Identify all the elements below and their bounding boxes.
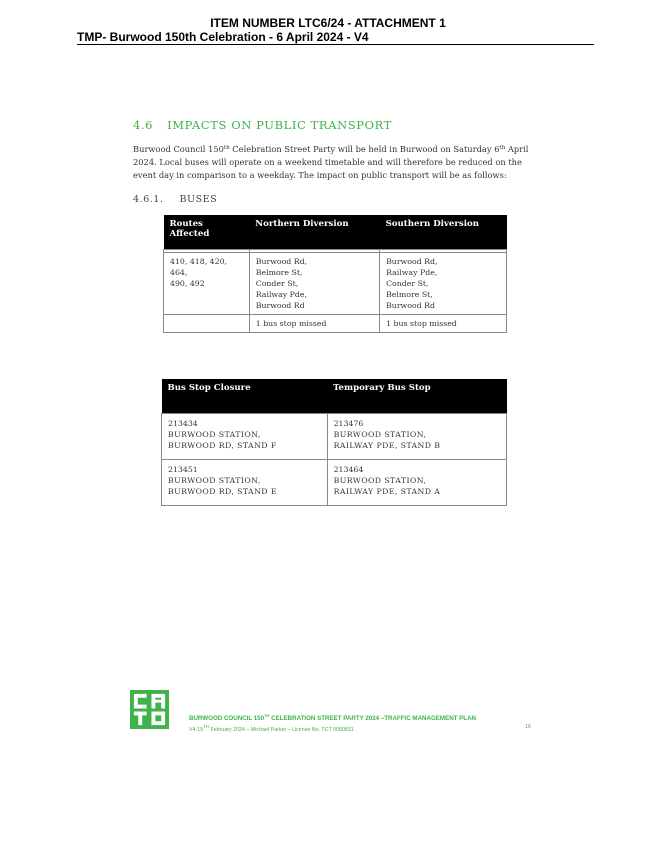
street-line: Burwood Rd, — [386, 257, 438, 266]
footer-version — [189, 724, 354, 733]
para-sup-1: th — [223, 145, 230, 151]
para-text-2: Celebration Street Party will be held in Burwood on Saturday 6 — [229, 144, 500, 154]
footer-title-sup: TH — [264, 713, 270, 718]
footer-title-text: BURWOOD COUNCIL 150 — [189, 715, 265, 723]
footer-version-text: V4-15 — [189, 726, 204, 733]
table-row — [164, 253, 507, 315]
footer-title — [189, 713, 476, 722]
header-divider — [77, 44, 594, 45]
stop-line: BURWOOD STATION, — [168, 476, 261, 485]
subsection-heading — [133, 194, 217, 205]
col-header-routes: Routes Affected — [164, 215, 250, 250]
footer-title-text: CELEBRATION STREET PARTY 2024 –TRAFFIC MANAGEMENT PLAN — [269, 715, 477, 723]
section-paragraph — [133, 143, 533, 182]
para-text-1: Burwood Council 150 — [133, 144, 224, 154]
section-heading — [133, 118, 392, 132]
stop-id: 213451 — [168, 465, 198, 474]
street-line: Conder St, — [386, 279, 429, 288]
section-number: 4.6 — [133, 118, 154, 132]
street-line: Railway Pde, — [386, 268, 438, 277]
routes-line: 490, 492 — [170, 279, 205, 288]
stop-id: 213434 — [168, 419, 198, 428]
routes-line: 410, 418, 420, 464, — [170, 257, 228, 277]
stop-id: 213464 — [333, 465, 364, 474]
stop-line: BURWOOD STATION, — [333, 476, 427, 485]
footer-version-sup: TH — [203, 724, 210, 729]
page-number: 16 — [525, 724, 532, 730]
street-line: Belmore St, — [386, 290, 433, 299]
temporary-cell — [327, 414, 506, 460]
street-line: Railway Pde, — [255, 290, 307, 299]
empty-cell — [164, 315, 250, 333]
table-row — [162, 460, 507, 506]
para-text-3: April 2024. Local buses will operate on a weekend timetable and will therefore be reduced on the event day in comparison to a weekday. The impact on public transport will be as follows: — [133, 144, 529, 180]
document-title-header: TMP- Burwood 150th Celebration - 6 April 2024 - V4 — [77, 30, 369, 44]
northern-diversion-cell — [249, 253, 379, 315]
bus-stop-table — [161, 379, 507, 506]
col-header-southern: Southern Diversion — [380, 215, 507, 250]
table-row — [162, 414, 507, 460]
subsection-title: BUSES — [179, 194, 218, 205]
street-line: Belmore St, — [255, 268, 303, 277]
stop-line: RAILWAY PDE, STAND B — [333, 441, 441, 450]
table-row — [164, 315, 507, 333]
subsection-number: 4.6.1. — [133, 194, 164, 205]
para-sup-2: th — [499, 145, 506, 151]
stop-line: RAILWAY PDE, STAND A — [333, 487, 441, 496]
footer-version-text: February 2024 – Michael Parker – License No. TCT 0050831 — [209, 726, 354, 733]
col-header-northern: Northern Diversion — [249, 215, 379, 250]
section-title: IMPACTS ON PUBLIC TRANSPORT — [167, 118, 392, 132]
closure-cell — [162, 414, 328, 460]
col-header-temporary: Temporary Bus Stop — [327, 379, 506, 414]
southern-missed-cell: 1 bus stop missed — [380, 315, 507, 333]
southern-diversion-cell — [380, 253, 507, 315]
temporary-cell — [327, 460, 506, 506]
stop-line: BURWOOD RD, STAND E — [168, 487, 277, 496]
stop-id: 213476 — [333, 419, 364, 428]
item-number-header: ITEM NUMBER LTC6/24 - ATTACHMENT 1 — [210, 16, 446, 30]
street-line: Conder St, — [255, 279, 299, 288]
street-line: Burwood Rd — [386, 301, 435, 310]
closure-cell — [162, 460, 328, 506]
stop-line: BURWOOD STATION, — [333, 430, 427, 439]
company-logo — [130, 690, 169, 729]
col-header-closure: Bus Stop Closure — [162, 379, 328, 414]
northern-missed-cell: 1 bus stop missed — [249, 315, 379, 333]
street-line: Burwood Rd, — [255, 257, 308, 266]
routes-table — [163, 215, 507, 333]
stop-line: BURWOOD RD, STAND F — [168, 441, 277, 450]
routes-cell — [164, 253, 250, 315]
street-line: Burwood Rd — [255, 301, 305, 310]
stop-line: BURWOOD STATION, — [168, 430, 261, 439]
